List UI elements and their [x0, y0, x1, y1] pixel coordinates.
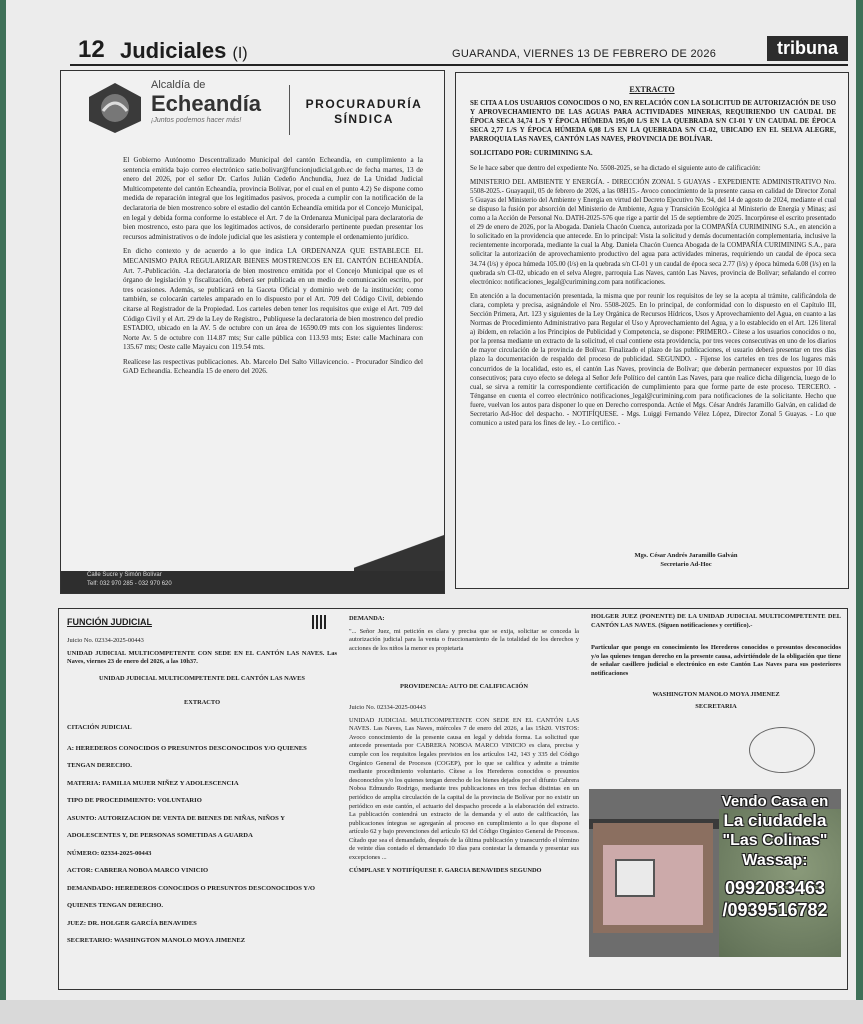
- newspaper-brand: tribuna: [767, 36, 848, 61]
- citation-item: ADOLESCENTES Y, DE PERSONAS SOMETIDAS A GUARDA: [67, 832, 253, 840]
- logo-line2: Echeandía: [151, 91, 262, 116]
- notice1-paragraph: En dicho contexto y de acuerdo a lo que indica LA ORDENANZA QUE ESTABLECE EL MECANISMO PARA REGULARIZAR BIENES MOSTRENCOS EN EL CANTÓN ECHEANDÍA. Art. 7.-Publicación. -La declaratoria de bien mostrenco emitida por el Concejo Municipal que es el órgano de legislación y fiscalización, deberá ser publicada en un medio de comunicación escrito, por tres ocasiones. Además, se publicará en la Gaceta Oficial y dominio web de la institución; como también, se colocarán carteles amparado en lo dispuesto por el Art. 709 del Código Civil, debiendo citarse al Registrador de la Propiedad. Los carteles deben tener los requisitos que exige el Art. 709 del Código Civil y el Art. 29 de la Ley de Registro., Publíquese la declaratoria de bien mostrenco del predio ESTADIO, ubicado en la AV. 5 de octubre con un área de 16590.09 mts con los siguientes linderos: Norte Av. 5 de octubre con 114.87 mts; Sur calle pública con 113.93 mts; Este: calle Machinara con 135.67 mts; Oeste calle Mayaicu con 119.54 mts.: [123, 247, 423, 352]
- secretary-role: SECRETARIA: [695, 703, 737, 711]
- notice1-paragraph: El Gobierno Autónomo Descentralizado Municipal del cantón Echeandía, en cumplimiento a la sentencia emitida bajo correo electrónico satie.bolivar@funcionjudicial.gob.ec de fecha martes, 13 de enero del 2026, por el señor Dr. Carlos Julián Cedeño Anchundia, Juez de La Unidad Judicial Multicompetente del cantón Echeandía, provincia Bolívar, por el cual en el punto 4.2) Se dispone como medida de reparación integral que los legitimados pasivos, proceda a cumplir con la notificación de la declaratoria de bien mostrenco sobre el estadio del cantón Echeandía emitida por el Concejo Municipal, en legal y debida forma conforme lo establece el Art. 7 de la Ordenanza Municipal para declaratoria de bien mostrenco, esto para que los legitimados activos, de considerarlo pertinente puedan presentar los recursos administrativos o de índole judicial que les asistiera y contemple el ordenamiento jurídico.: [123, 156, 423, 241]
- ad-line4: Wassap:: [742, 852, 808, 869]
- department-title: [299, 97, 429, 127]
- citation-item: TIPO DE PROCEDIMIENTO: VOLUNTARIO: [67, 797, 202, 805]
- section-suffix: (I): [232, 45, 248, 62]
- signer-role: Secretario Ad-Hoc: [660, 561, 712, 568]
- ad-line2: La ciudadela: [723, 811, 827, 830]
- citation-item: ASUNTO: AUTORIZACION DE VENTA DE BIENES DE NIÑAS, NIÑOS Y: [67, 814, 286, 822]
- notice1-paragraph: Realícese las respectivas publicaciones. Ab. Marcelo Del Salto Villavicencio. - Procurador Síndico del GAD Echeandía. Echeandía 15 de enero del 2026.: [123, 357, 423, 376]
- page-shadow: [0, 1000, 863, 1024]
- notice3-closing: Particular que pongo en conocimiento los Herederos conocidos o presuntos desconocidos y/o las quienes tengan derecho en la presente causa, advirtiéndole de la obligación que tiene de señalar casillero judicial o electrónico en este Cantón Las Naves para sus posteriores notificaciones: [591, 644, 841, 677]
- citation-item: JUEZ: DR. HOLGER GARCÍA BENAVIDES: [67, 919, 197, 927]
- logo-line1: Alcaldía de: [151, 79, 206, 91]
- notice-las-naves: [58, 608, 848, 990]
- dateline: GUARANDA, VIERNES 13 DE FEBRERO DE 2026: [452, 48, 717, 60]
- ad-phone2: /0939516782: [722, 900, 828, 920]
- house-for-sale-ad: [589, 789, 841, 957]
- notice2-paragraph: En atención a la documentación presentada, la misma que por reunir los requisitos de ley se la acepta al trámite, calificándola de clara, completa y precisa, asignándole el Nro. 5508-2025. En lo principal, de conformidad con lo dispuesto en el Capítulo III, Sección Primera, Art. 123 y siguientes de la Ley Orgánica de Recursos Hídricos, Usos y Aprovechamiento del Agua, en cuanto a las Normas de Procedimiento Administrativo para Regular el Uso y Aprovechamiento del Agua, y a lo establecido en el Art. 126 literal a) ibídem, en relación a los Principios de Publicidad y Competencia, se dispone: PRIMERO.- Cítese a los usuarios conocidos o no, por la prensa mediante un extracto de la solicitud, el cual contiene esta providencia, por tres veces consecutivas en uno de los diarios de mayor circulación de la provincia de Bolívar. Finalizado el plazo de las publicaciones, el usuario deberá presentar en tres días plazo la documentación de respaldo del proceso de publicidad. SEGUNDO. - Fíjense los carteles en tres de los lugares más concurridos de la localidad, esto es, el cantón Las Naves, provincia de Bolívar; que deberán permanecer expuestos por 10 días consecutivos; para cuyo efecto se delega al Señor Jefe Político del cantón Las Naves, para que realice dicha diligencia, luego de lo cual, se sirva a remitir la correspondiente certificación de cumplimiento para que forme parte de este proceso. TERCERO. - Ténganse en cuenta el correo electrónico notificaciones_legal@curimining.com para notificaciones de la solicitante. Hecho que fuere, vuelvan los autos para disponer lo que en Derecho corresponda. Actúe el Mgs. César Andrés Jaramillo Galván, en calidad de Secretario Ad-Hoc del despacho. - NOTIFÍQUESE. - Mgs. Luiggi Fernando Vélez López, Director Zonal 5 Guayas. - Lo que comunico a usted para los fines de ley. - Lo certifico. -: [470, 292, 836, 428]
- citation-item: SECRETARIO: WASHINGTON MANOLO MOYA JIMENEZ: [67, 937, 246, 945]
- notice1-footer: [61, 571, 444, 593]
- ad-text: [709, 793, 841, 920]
- notice2-paragraph: MINISTERIO DEL AMBIENTE Y ENERGÍA. - DIRECCIÓN ZONAL 5 GUAYAS - EXPEDIENTE ADMINISTRATIVO Nro. 5508-2025.- Guayaquil, 05 de febrero de 2026, a las 08H15.- Avoco conocimiento de la presente causa en calidad de Director Zonal 5 Guayas del Ministerio del Ambiente y Energía en virtud del Decreto Ejecutivo No. 94, del 14 de agosto de 2024, mediante el cual se dispuso la fusión por absorción del Ministerio de Ambiente, Agua y Transición Ecológica al Ministerio de Energía y Minas; así como a la Acción de Personal No. DATH-2025-576 que rige a partir del 15 de septiembre de 2025. Incorpórese el escrito presentado el 29 de enero de 2026, por la Abogada. Daniela Chacón Cuenca, autorizada por la COMPAÑÍA CURIMINING S.A., en atención a lo solicitado en la providencia que antecede. En lo principal: Vista la solicitud y demás documentación complementaria, inclusive la recientemente incorporada, mediante la cual la Abg. Daniela Chacón Cuenca Abogada de la COMPAÑÍA CURIMINING S.A., para solicitar la autorización de aprovechamiento productivo del agua para actividades mineras, requiriendo un caudal de época seca 34.74 (l/s) y época húmeda 105.00 (l/s) en la quebrada s/n CI-01 y un caudal de época seca 2.77 (l/s) y época húmeda 6.08 (l/s) en la quebrada s/n CI-02, ubicado en el selva Alegre, parroquia Las Naves, cantón Las Naves, provincia de Bolívar; señalando el correo electrónico: notificaciones_legal@curimining.com para notificaciones.: [470, 178, 836, 286]
- ad-phone1: 0992083463: [724, 878, 826, 898]
- court-name: UNIDAD JUDICIAL MULTICOMPETENTE DEL CANTÓN LAS NAVES: [99, 674, 305, 682]
- providence-title: PROVIDENCIA: AUTO DE CALIFICACIÓN: [400, 683, 528, 691]
- house-window: [615, 859, 655, 897]
- notice3-col2: [349, 615, 579, 879]
- notice3-col1: [67, 637, 337, 955]
- providence-body: UNIDAD JUDICIAL MULTICOMPETENTE CON SEDE EN EL CANTÓN LAS NAVES. Las Naves, Las Naves, miércoles 7 de enero del 2026, a las 15h20. VISTOS: Avoco conocimiento de la presente causa en legal y debida forma. La solicitud que antecede presentada por CABRERA NOBOA MARCO VINICIO es clara, precisa y cumple con los requisitos legales previstos en los artículos 142, 143 y 335 del Código Orgánico General de Procesos (COGEP), por lo que se califica y admite a trámite mediante procedimiento voluntario. Cítese a los Herederos conocidos o presuntos desconocidos y/o los quienes tengan derecho de los bienes dejados por el difunto Cabrera Noboa Edmundo Rodrigo, mediante tres publicaciones en tres fechas distintas en un periódico de amplia circulación de la capital de la provincia de Bolívar por no existir un periódico en este cantón, el actuario del despacho procede a la elaboración del extracto. La publicación contendrá un extracto de la demanda y el auto de calificación, las publicaciones íntegras se agregarán al proceso en cumplimiento a lo que dispone el artículo 62 y bajo prevenciones del artículo 63 del Código Orgánico General de Procesos. Cítado que sea el demandado, después de la última publicación y transcurrido el término de veinte días contado el demandado 10 días para contestar la demanda y presentar sus excepciones ...: [349, 716, 579, 862]
- signer-name: Mgs. César Andrés Jaramillo Galván: [634, 552, 738, 559]
- citation-item: MATERIA: FAMILIA MUJER NIÑEZ Y ADOLESCENCIA: [67, 779, 239, 787]
- secretary-name: WASHINGTON MANOLO MOYA JIMENEZ: [652, 690, 780, 698]
- demand-label: DEMANDA:: [349, 615, 385, 622]
- judge-line: HOLGER JUEZ (PONENTE) DE LA UNIDAD JUDICIAL MULTICOMPETENTE DEL CANTÓN LAS NAVES. (Siguen notificaciones y certifico).-: [591, 613, 841, 629]
- notice1-body: [123, 156, 423, 382]
- providence-end: CÚMPLASE Y NOTIFÍQUESE F. GARCIA BENAVIDES SEGUNDO: [349, 866, 542, 874]
- ad-line1: Vendo Casa en: [721, 793, 829, 810]
- citation-title: CITACIÓN JUDICIAL: [67, 723, 132, 731]
- extract-title: EXTRACTO: [183, 699, 221, 707]
- citation-item: QUIENES TENGAN DERECHO.: [67, 902, 164, 910]
- footer-phone: Telf: 032 970 285 - 032 970 620: [87, 581, 172, 587]
- citation-item: NÚMERO: 02334-2025-00443: [67, 849, 152, 857]
- dept-line2: SÍNDICA: [334, 112, 394, 126]
- notice2-signature: [586, 551, 786, 569]
- page-header: [70, 34, 848, 66]
- notice2-body: [470, 99, 836, 433]
- notice2-intro: SE CITA A LOS USUARIOS CONOCIDOS O NO, EN RELACIÓN CON LA SOLICITUD DE AUTORIZACIÓN DE USO Y APROVECHAMIENTO DE LAS AGUAS PARA ACTIVIDADES MINERAS, REQUIRIENDO UN CAUDAL DE ÉPOCA SECA 34,74 L/S Y ÉPOCA HÚMEDA 195,00 L/S EN LA QUEBRADA S/N CI-01 Y UN CAUDAL DE ÉPOCA SECA 2,77 L/S Y ÉPOCA HÚMEDA 6,08 L/S EN LA QUEBRADA S/N CI-02, UBICADO EN EL SELVA ALEGRE, PARROQUIA LAS NAVES, CANTÓN LAS NAVES, PROVINCIA DE BOLÍVAR.: [470, 100, 836, 144]
- echeandia-logo-icon: [85, 81, 145, 135]
- notice-curimining: [455, 72, 849, 589]
- citation-item: TENGAN DERECHO.: [67, 762, 132, 770]
- logo-tagline: ¡Juntos podemos hacer más!: [151, 117, 242, 124]
- citation-item: ACTOR: CABRERA NOBOA MARCO VINICIO: [67, 867, 209, 875]
- notice2-paragraph: Se le hace saber que dentro del expediente No. 5508-2025, se ha dictado el siguiente auto de calificación:: [470, 164, 761, 172]
- notice-echeandia: [60, 70, 445, 594]
- notice2-title: EXTRACTO: [629, 85, 675, 94]
- case-number: Juicio No. 02334-2025-00443: [67, 637, 144, 644]
- dept-line1: PROCURADURÍA: [305, 97, 423, 111]
- court-line: UNIDAD JUDICIAL MULTICOMPETENTE CON SEDE EN EL CANTÓN LAS NAVES. Las Naves, viernes 23 de enero del 2026, a las 10h37.: [67, 649, 337, 666]
- court-stamp-icon: [749, 727, 815, 773]
- notice2-requester: SOLICITADO POR: CURIMINING S.A.: [470, 150, 593, 158]
- header-divider: [289, 85, 290, 135]
- section-name: Judiciales: [120, 38, 227, 63]
- logo-text: [151, 79, 261, 124]
- page-number: 12: [78, 36, 105, 63]
- case-number-2: Juicio No. 02334-2025-00443: [349, 703, 426, 711]
- funcion-judicial-brand: FUNCIÓN JUDICIAL: [67, 617, 152, 627]
- decorative-corner: [354, 531, 444, 571]
- ad-line3: "Las Colinas": [722, 832, 828, 849]
- demand-text: "... Señor Juez, mi petición es clara y precisa que se exija, solicitar se conceda la autorización judicial para la venta o fraccionamiento de la totalidad de los derechos y acciones de los niños la menor es propietaria: [349, 627, 579, 652]
- qr-code-icon: [312, 615, 326, 629]
- citation-item: A: HEREDEROS CONOCIDOS O PRESUNTOS DESCONOCIDOS Y/O QUIENES: [67, 744, 307, 752]
- section-title: [120, 38, 248, 64]
- notice3-col3: [591, 613, 841, 716]
- citation-item: DEMANDADO: HEREDEROS CONOCIDOS O PRESUNTOS DESCONOCIDOS Y/O: [67, 884, 316, 892]
- footer-address: Calle Sucre y Simón Bolívar: [87, 572, 162, 578]
